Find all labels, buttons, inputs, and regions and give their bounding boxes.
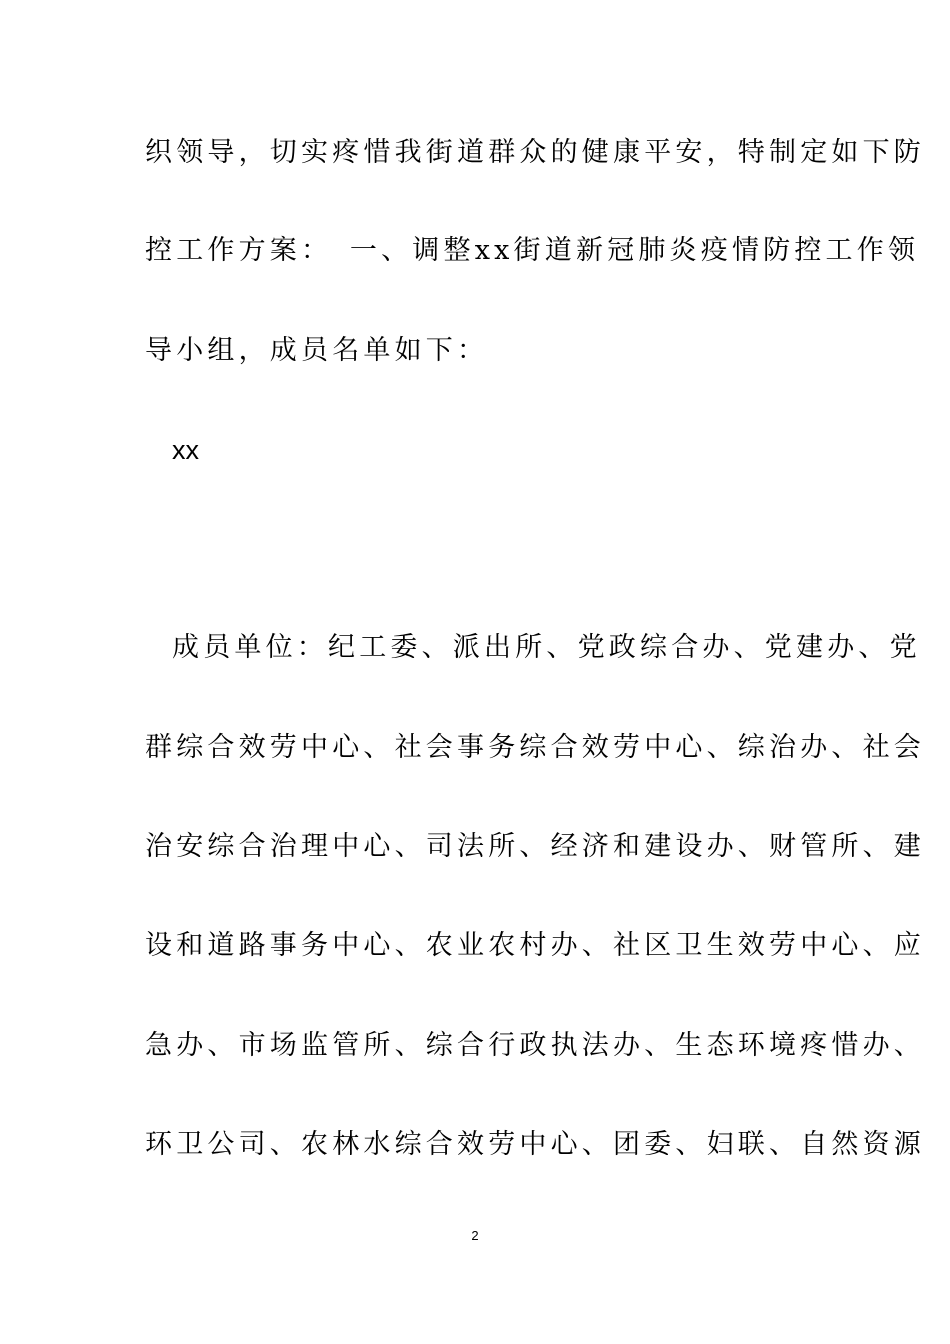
page-number: 2 bbox=[471, 1228, 479, 1243]
paragraph-line: 设和道路事务中心、农业农村办、社区卫生效劳中心、应 bbox=[145, 930, 925, 961]
paragraph-line: 急办、市场监管所、综合行政执法办、生态环境疼惜办、 bbox=[145, 1030, 925, 1061]
paragraph-line: 控工作方案： 一、调整xx街道新冠肺炎疫情防控工作领 bbox=[145, 235, 920, 266]
paragraph-line: 织领导，切实疼惜我街道群众的健康平安，特制定如下防 bbox=[145, 137, 925, 168]
paragraph-line: 群综合效劳中心、社会事务综合效劳中心、综治办、社会 bbox=[145, 732, 925, 763]
leader-name: xx bbox=[172, 435, 199, 465]
paragraph-line: 成员单位：纪工委、派出所、党政综合办、党建办、党 bbox=[172, 632, 921, 663]
paragraph-line: 导小组，成员名单如下： bbox=[145, 335, 489, 366]
paragraph-line: 治安综合治理中心、司法所、经济和建设办、财管所、建 bbox=[145, 831, 925, 862]
paragraph-line: 环卫公司、农林水综合效劳中心、团委、妇联、自然资源 bbox=[145, 1129, 925, 1160]
